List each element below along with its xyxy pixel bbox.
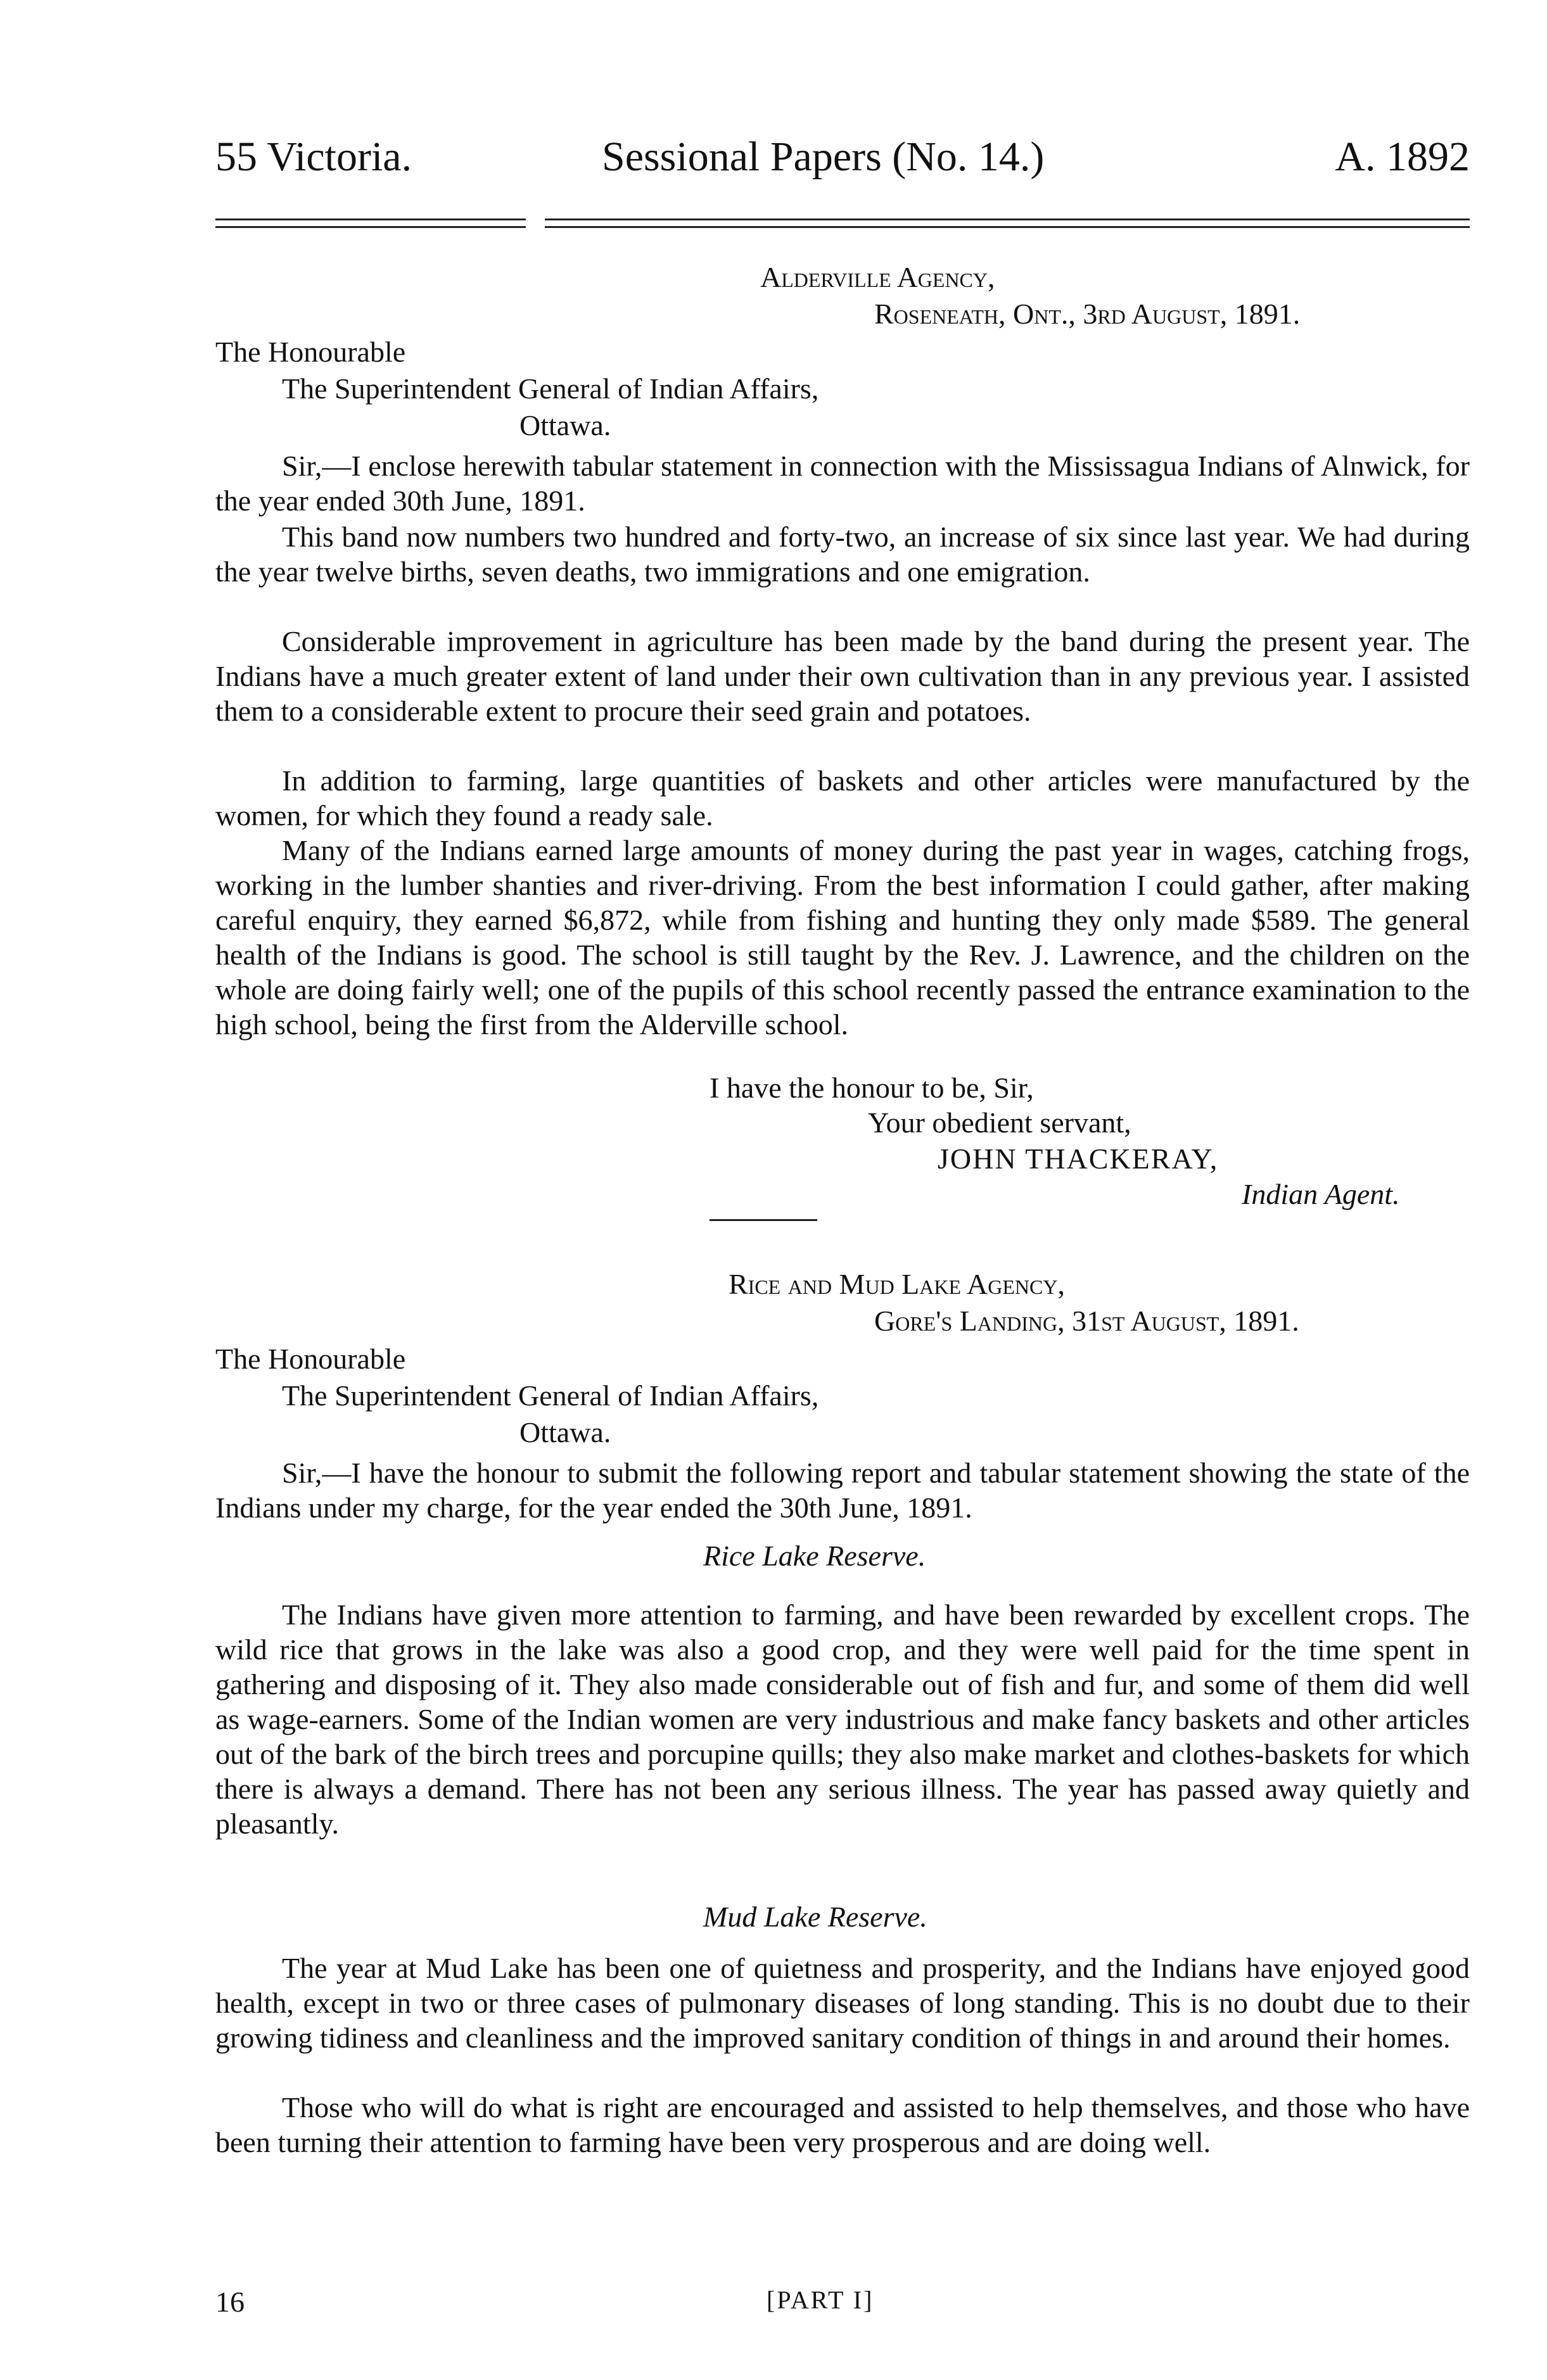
- letter2-addressee-3: Ottawa.: [519, 1416, 611, 1448]
- letter1-heading: [215, 260, 1470, 450]
- letter1-agency: Alderville Agency,: [760, 261, 995, 293]
- letter2-intro: Sir,—I have the honour to submit the following report and tabular statement showing the state of the Indians under my charge, for the year ended the 30th June, 1891.: [215, 1457, 1470, 1524]
- header-rule-left: [215, 218, 526, 220]
- letter2-heading: [215, 1267, 1470, 1457]
- letter1-closing-2: Your obedient servant,: [868, 1106, 1131, 1139]
- page-number: 16: [215, 2286, 245, 2318]
- letter1-paragraph-2: This band now numbers two hundred and forty-two, an increase of six since last year. We had during the year twelve births, seven deaths, two immigrations and one emigration.: [215, 521, 1470, 588]
- section-heading-mud-lake: Mud Lake Reserve.: [703, 1901, 927, 1933]
- running-header: [215, 133, 1470, 190]
- header-title: Sessional Papers (No. 14.): [602, 134, 1045, 180]
- letter2-place-date-text: Gore's Landing, 31st August, 1891.: [874, 1305, 1299, 1337]
- mud-lake-paragraph-2: Those who will do what is right are encouraged and assisted to help themselves, and those who have been turning their attention to farming have been very prosperous and are doing well.: [215, 2091, 1470, 2158]
- letter1-place-date-text: Roseneath, Ont., 3rd August, 1891.: [874, 298, 1301, 330]
- mud-lake-paragraph-1: The year at Mud Lake has been one of quietness and prosperity, and the Indians have enjoyed good health, except in two or three cases of pulmonary diseases of long standing. This is no doubt due to their growing tidiness and cleanliness and the improved sanitary condition of things in and around their homes.: [215, 1952, 1470, 2054]
- letter2-place-date: [874, 1303, 1299, 1338]
- section-divider: [710, 1219, 817, 1221]
- letter1-agent-title: Indian Agent.: [1242, 1178, 1400, 1210]
- letter1-paragraph-3: Considerable improvement in agriculture has been made by the band during the present year. The Indians have a much greater extent of land under their own cultivation than in any previous year. I assisted them to a considerable extent to procure their seed grain and potatoes.: [215, 625, 1470, 727]
- letter1-paragraph-5: Many of the Indians earned large amounts of money during the past year in wages, catching frogs, working in the lumber shanties and river-driving. From the best information I could gather, after making careful enquiry, they earned $6,872, while from fishing and hunting they only made $589. The general health of the Indians is good. The school is still taught by the Rev. J. Lawrence, and the children on the whole are doing fairly well; one of the pupils of this school recently passed the entrance examination to the high school, being the first from the Alderville school.: [215, 834, 1470, 1041]
- part-label: [PART I]: [767, 2286, 874, 2314]
- section-heading-rice-lake: Rice Lake Reserve.: [703, 1540, 926, 1572]
- letter1-closing-1: I have the honour to be, Sir,: [710, 1072, 1034, 1104]
- rice-lake-paragraph: The Indians have given more attention to farming, and have been rewarded by excellent crops. The wild rice that grows in the lake was also a good crop, and they were well paid for the time spent in gathering and disposing of it. They also made considerable out of fish and fur, and some of them did well as wage-earners. Some of the Indian women are very industrious and make fancy baskets and other articles out of the bark of the birch trees and porcupine quills; they also make market and clothes-baskets for which there is always a demand. There has not been any serious illness. The year has passed away quietly and pleasantly.: [215, 1598, 1470, 1840]
- letter2-agency: Rice and Mud Lake Agency,: [729, 1268, 1065, 1300]
- letter1-addressee-3: Ottawa.: [519, 409, 611, 441]
- letter1-closing: [215, 1070, 1470, 1216]
- letter1-signature: JOHN THACKERAY,: [938, 1143, 1219, 1175]
- letter2-addressee-2: The Superintendent General of Indian Affairs,: [282, 1379, 819, 1412]
- letter2-addressee-1: The Honourable: [215, 1343, 406, 1375]
- letter1-paragraph-4: In addition to farming, large quantities of baskets and other articles were manufactured by the women, for which they found a ready sale.: [215, 764, 1470, 832]
- header-year: A. 1892: [1335, 134, 1470, 180]
- letter1-place-date: [874, 296, 1300, 331]
- page-footer: [215, 2285, 1470, 2323]
- letter1-addressee-1: The Honourable: [215, 336, 406, 368]
- letter1-paragraph-1: Sir,—I enclose herewith tabular statement in connection with the Mississagua Indians of Alnwick, for the year ended 30th June, 1891.: [215, 450, 1470, 517]
- header-rule-right: [545, 218, 1470, 220]
- letter1-addressee-2: The Superintendent General of Indian Affairs,: [282, 372, 819, 405]
- header-session: 55 Victoria.: [215, 134, 412, 180]
